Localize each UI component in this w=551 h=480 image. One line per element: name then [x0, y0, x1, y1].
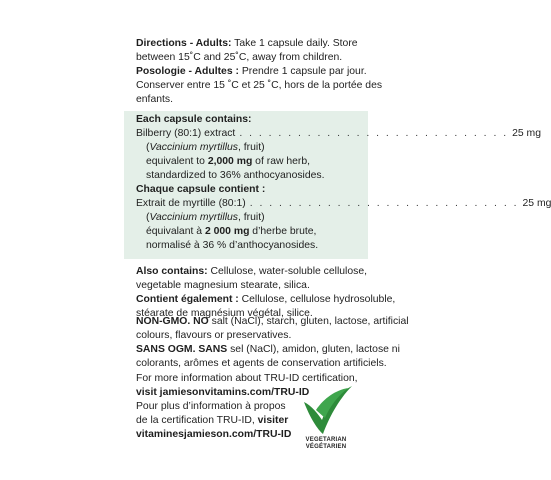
- info-en-link: visit jamiesonvitamins.com/TRU-ID: [136, 387, 310, 398]
- info-fr-line1: Pour plus d’information à propos: [136, 401, 286, 412]
- vegetarian-label-fr: VÉGÉTARIEN: [305, 444, 347, 450]
- info-fr-line2: de la certification TRU-ID, visiter: [136, 415, 289, 426]
- also-en-line2: vegetable magnesium stearate, silica.: [136, 280, 310, 291]
- nongmo-fr-heading: SANS OGM. SANS: [136, 344, 228, 355]
- directions-fr-line3: enfants.: [136, 94, 173, 105]
- capsule-fr-heading: Chaque capsule contient :: [136, 184, 266, 195]
- nongmo-en-line1: NON-GMO. NO salt (NaCl), starch, gluten, lactose, artificial: [136, 316, 409, 327]
- capsule-fr-ingredient-row: [136, 197, 551, 211]
- info-fr-link: vitaminesjamieson.com/TRU-ID: [136, 429, 292, 440]
- also-en-heading: Also contains:: [136, 266, 208, 277]
- directions-fr-heading: Posologie - Adultes :: [136, 66, 239, 77]
- capsule-fr-latin: Vaccinium myrtillus: [149, 212, 238, 223]
- nongmo-fr-line2: colorants, arômes et agents de conservation artificiels.: [136, 358, 387, 369]
- capsule-en-heading: Each capsule contains:: [136, 114, 252, 125]
- capsule-en-standardized: standardized to 36% anthocyanosides.: [146, 170, 325, 181]
- capsule-fr-amount: 25 mg: [522, 198, 551, 209]
- also-contains-section: [136, 265, 396, 321]
- also-fr-line1: Contient également : Cellulose, cellulose hydrosoluble,: [136, 294, 396, 305]
- vegetarian-badge-label: [286, 437, 366, 451]
- capsule-en-equivalent: equivalent to 2,000 mg of raw herb,: [146, 156, 311, 167]
- nongmo-en-heading: NON-GMO. NO: [136, 316, 209, 327]
- directions-en-heading: Directions - Adults:: [136, 38, 232, 49]
- leader-dots: . . . . . . . . . . . . . . . . . . . . . . . . . . . .: [239, 128, 509, 139]
- leader-dots: . . . . . . . . . . . . . . . . . . . . . . . . . . . .: [249, 198, 519, 209]
- capsule-fr-ingredient: Extrait de myrtille (80:1): [136, 198, 246, 209]
- capsule-en-latin-line: (Vaccinium myrtillus, fruit): [146, 142, 265, 153]
- also-en-line1: Also contains: Cellulose, water-soluble cellulose,: [136, 266, 367, 277]
- capsule-en-latin: Vaccinium myrtillus: [149, 142, 238, 153]
- nongmo-en-line2: colours, flavours or preservatives.: [136, 330, 292, 341]
- capsule-contents: [136, 113, 551, 253]
- vegetarian-label-en: VEGETARIAN: [305, 437, 347, 443]
- also-fr-line2: stéarate de magnésium végétal, silice.: [136, 308, 313, 319]
- also-fr-heading: Contient également :: [136, 294, 239, 305]
- capsule-fr-standardized: normalisé à 36 % d’anthocyanosides.: [146, 240, 319, 251]
- capsule-en-amount: 25 mg: [512, 128, 541, 139]
- capsule-fr-latin-line: (Vaccinium myrtillus, fruit): [146, 212, 265, 223]
- non-gmo-section: [136, 315, 409, 371]
- directions-fr-line2: Conserver entre 15 ˚C et 25 ˚C, hors de la portée des: [136, 80, 383, 91]
- capsule-fr-equivalent: équivalant à 2 000 mg d’herbe brute,: [146, 226, 317, 237]
- directions-en-line1: Directions - Adults: Take 1 capsule daily. Store: [136, 38, 358, 49]
- directions-fr-line1: Posologie - Adultes : Prendre 1 capsule par jour.: [136, 66, 367, 77]
- capsule-en-ingredient-row: [136, 127, 541, 141]
- nongmo-fr-line1: SANS OGM. SANS sel (NaCl), amidon, gluten, lactose ni: [136, 344, 400, 355]
- directions-section: [136, 37, 383, 107]
- info-en-line1: For more information about TRU-ID certification,: [136, 373, 358, 384]
- directions-en-line2: between 15˚C and 25˚C, away from children.: [136, 52, 343, 63]
- capsule-en-ingredient: Bilberry (80:1) extract: [136, 128, 236, 139]
- vegetarian-leaf-icon: [296, 380, 356, 440]
